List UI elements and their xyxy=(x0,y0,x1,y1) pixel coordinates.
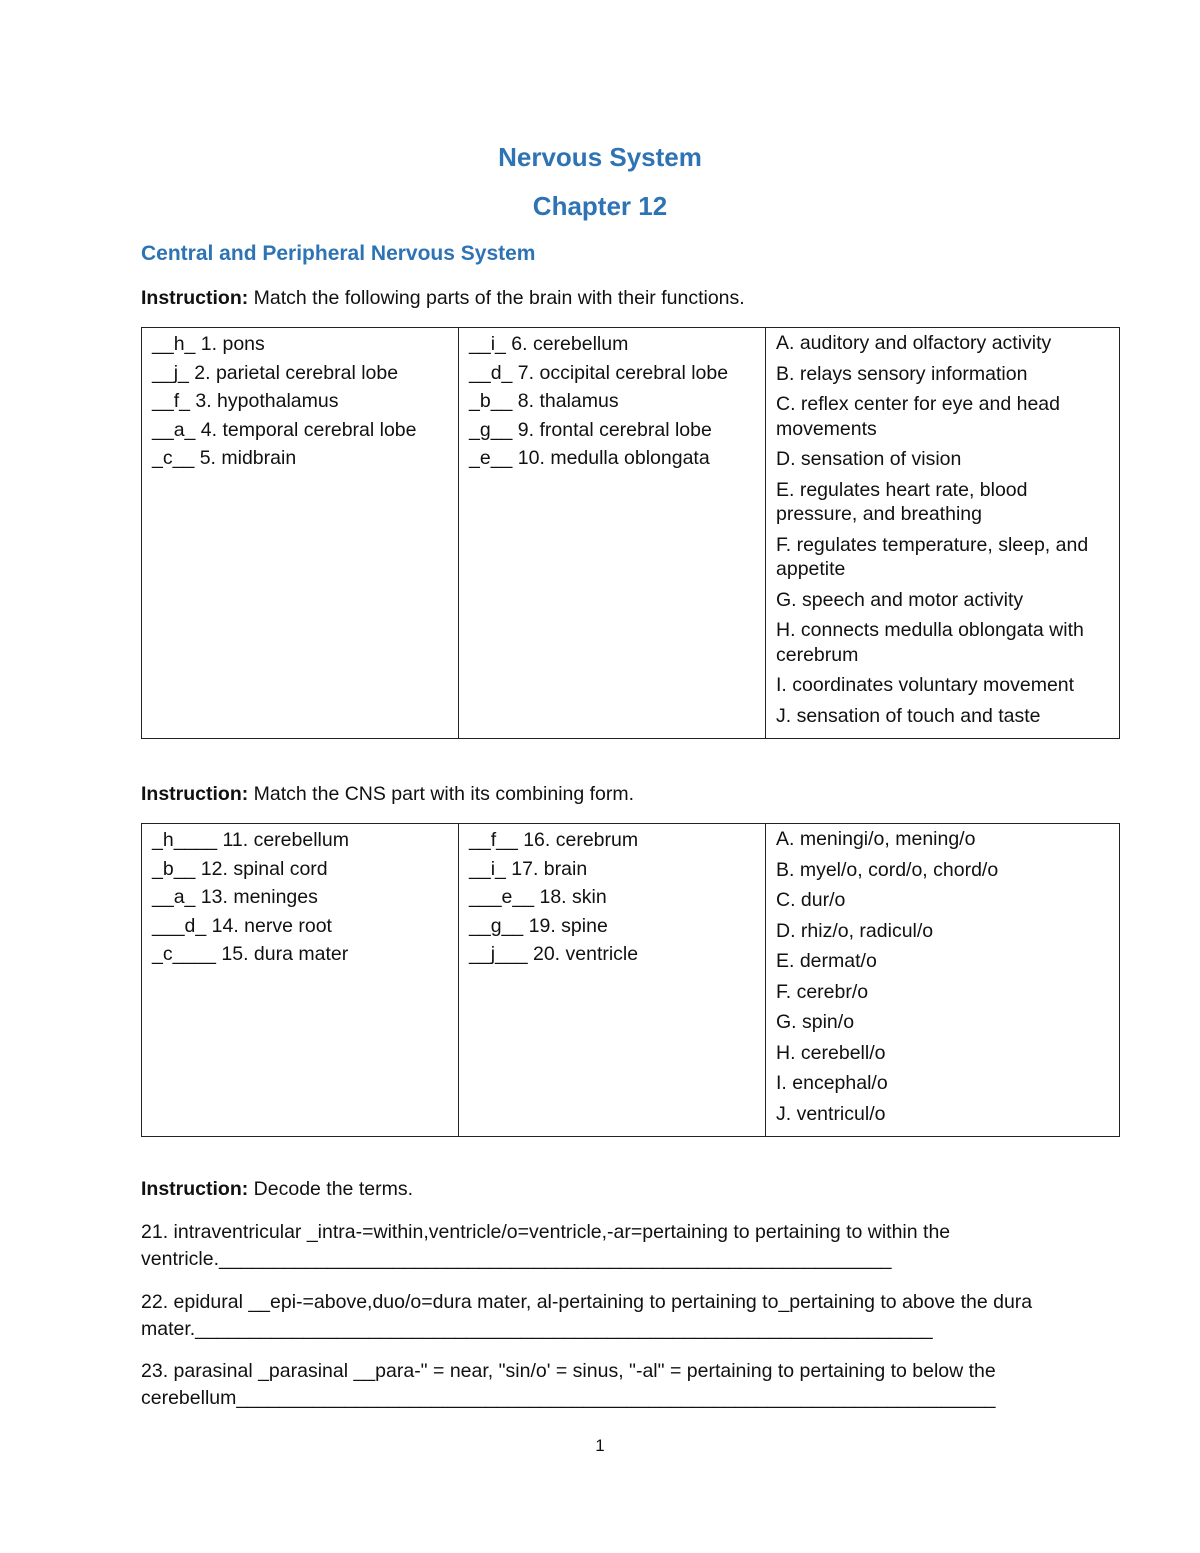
match-item: __i_ 17. brain xyxy=(469,857,588,880)
combining-forms-table xyxy=(141,823,1120,1137)
brain-parts-table xyxy=(141,327,1120,739)
instruction-2 xyxy=(141,783,634,806)
combining-form-option: J. ventricul/o xyxy=(776,1102,886,1125)
decode-item-23: 23. parasinal _parasinal __para-" = near, "sin/o' = sinus, "-al" = pertaining to pertaining to below the cerebellum______________________________________________________________________ xyxy=(141,1360,996,1409)
match-item: __g__ 19. spine xyxy=(469,914,608,937)
chapter-title: Chapter 12 xyxy=(532,191,668,221)
combining-forms-column xyxy=(766,824,1120,1137)
brain-functions-column xyxy=(766,328,1120,739)
match-item: _b__ 8. thalamus xyxy=(469,390,619,412)
instruction-label: Instruction: xyxy=(141,1178,249,1200)
function-option: G. speech and motor activity xyxy=(776,588,1024,611)
function-option: E. regulates heart rate, blood pressure, and breathing xyxy=(776,478,1028,525)
section-heading: Central and Peripheral Nervous System xyxy=(141,242,536,265)
document-title: Nervous System xyxy=(498,142,702,172)
match-item: __j_ 2. parietal cerebral lobe xyxy=(152,361,399,384)
cns-parts-column-2 xyxy=(459,824,766,1137)
combining-form-option: H. cerebell/o xyxy=(776,1041,886,1064)
function-option: I. coordinates voluntary movement xyxy=(776,674,1075,696)
match-item: __a_ 13. meninges xyxy=(152,886,318,908)
match-item: __i_ 6. cerebellum xyxy=(469,333,629,355)
instruction-label: Instruction: xyxy=(141,287,249,309)
brain-parts-column-1 xyxy=(142,328,459,739)
function-option: B. relays sensory information xyxy=(776,362,1028,385)
match-item: _b__ 12. spinal cord xyxy=(152,857,328,880)
instruction-text: Decode the terms. xyxy=(248,1178,413,1200)
function-option: F. regulates temperature, sleep, and appetite xyxy=(776,533,1089,580)
function-option: J. sensation of touch and taste xyxy=(776,704,1041,727)
match-item: __f_ 3. hypothalamus xyxy=(152,390,339,412)
decode-item-21: 21. intraventricular _intra-=within,ventricle/o=ventricle,-ar=pertaining to pertaining to within the ventricle.______________________________________________________________ xyxy=(141,1221,951,1270)
combining-form-option: E. dermat/o xyxy=(776,950,877,972)
match-item: ___e__ 18. skin xyxy=(469,886,607,908)
combining-form-option: I. encephal/o xyxy=(776,1072,888,1094)
match-item: __j___ 20. ventricle xyxy=(469,943,639,965)
instruction-text: Match the following parts of the brain with their functions. xyxy=(248,287,745,309)
cns-parts-column-1 xyxy=(142,824,459,1137)
instruction-label: Instruction: xyxy=(141,783,249,805)
instruction-1 xyxy=(141,287,745,310)
decode-item-22: 22. epidural __epi-=above,duo/o=dura mater, al-pertaining to pertaining to_pertaining to above the dura mater.____________________________________________________________________ xyxy=(141,1291,1033,1340)
match-item: __f__ 16. cerebrum xyxy=(469,829,639,851)
function-option: D. sensation of vision xyxy=(776,448,962,470)
instruction-3 xyxy=(141,1178,413,1201)
combining-form-option: F. cerebr/o xyxy=(776,980,869,1003)
combining-form-option: A. meningi/o, mening/o xyxy=(776,828,976,850)
match-item: __d_ 7. occipital cerebral lobe xyxy=(469,361,729,384)
match-item: __a_ 4. temporal cerebral lobe xyxy=(152,418,417,441)
combining-form-option: D. rhiz/o, radicul/o xyxy=(776,919,934,942)
match-item: _c____ 15. dura mater xyxy=(152,943,349,965)
combining-form-option: C. dur/o xyxy=(776,889,846,911)
function-option: C. reflex center for eye and head movements xyxy=(776,393,1060,440)
match-item: _c__ 5. midbrain xyxy=(152,447,297,469)
match-item: _e__ 10. medulla oblongata xyxy=(469,447,710,469)
instruction-text: Match the CNS part with its combining form. xyxy=(248,783,635,805)
page-number: 1 xyxy=(595,1436,605,1455)
combining-form-option: G. spin/o xyxy=(776,1011,855,1033)
brain-parts-column-2 xyxy=(459,328,766,739)
match-item: __h_ 1. pons xyxy=(152,333,265,355)
match-item: _h____ 11. cerebellum xyxy=(152,829,349,851)
combining-form-option: B. myel/o, cord/o, chord/o xyxy=(776,858,999,881)
match-item: ___d_ 14. nerve root xyxy=(152,914,332,937)
function-option: A. auditory and olfactory activity xyxy=(776,332,1052,354)
function-option: H. connects medulla oblongata with cerebrum xyxy=(776,619,1084,666)
match-item: _g__ 9. frontal cerebral lobe xyxy=(469,418,712,441)
